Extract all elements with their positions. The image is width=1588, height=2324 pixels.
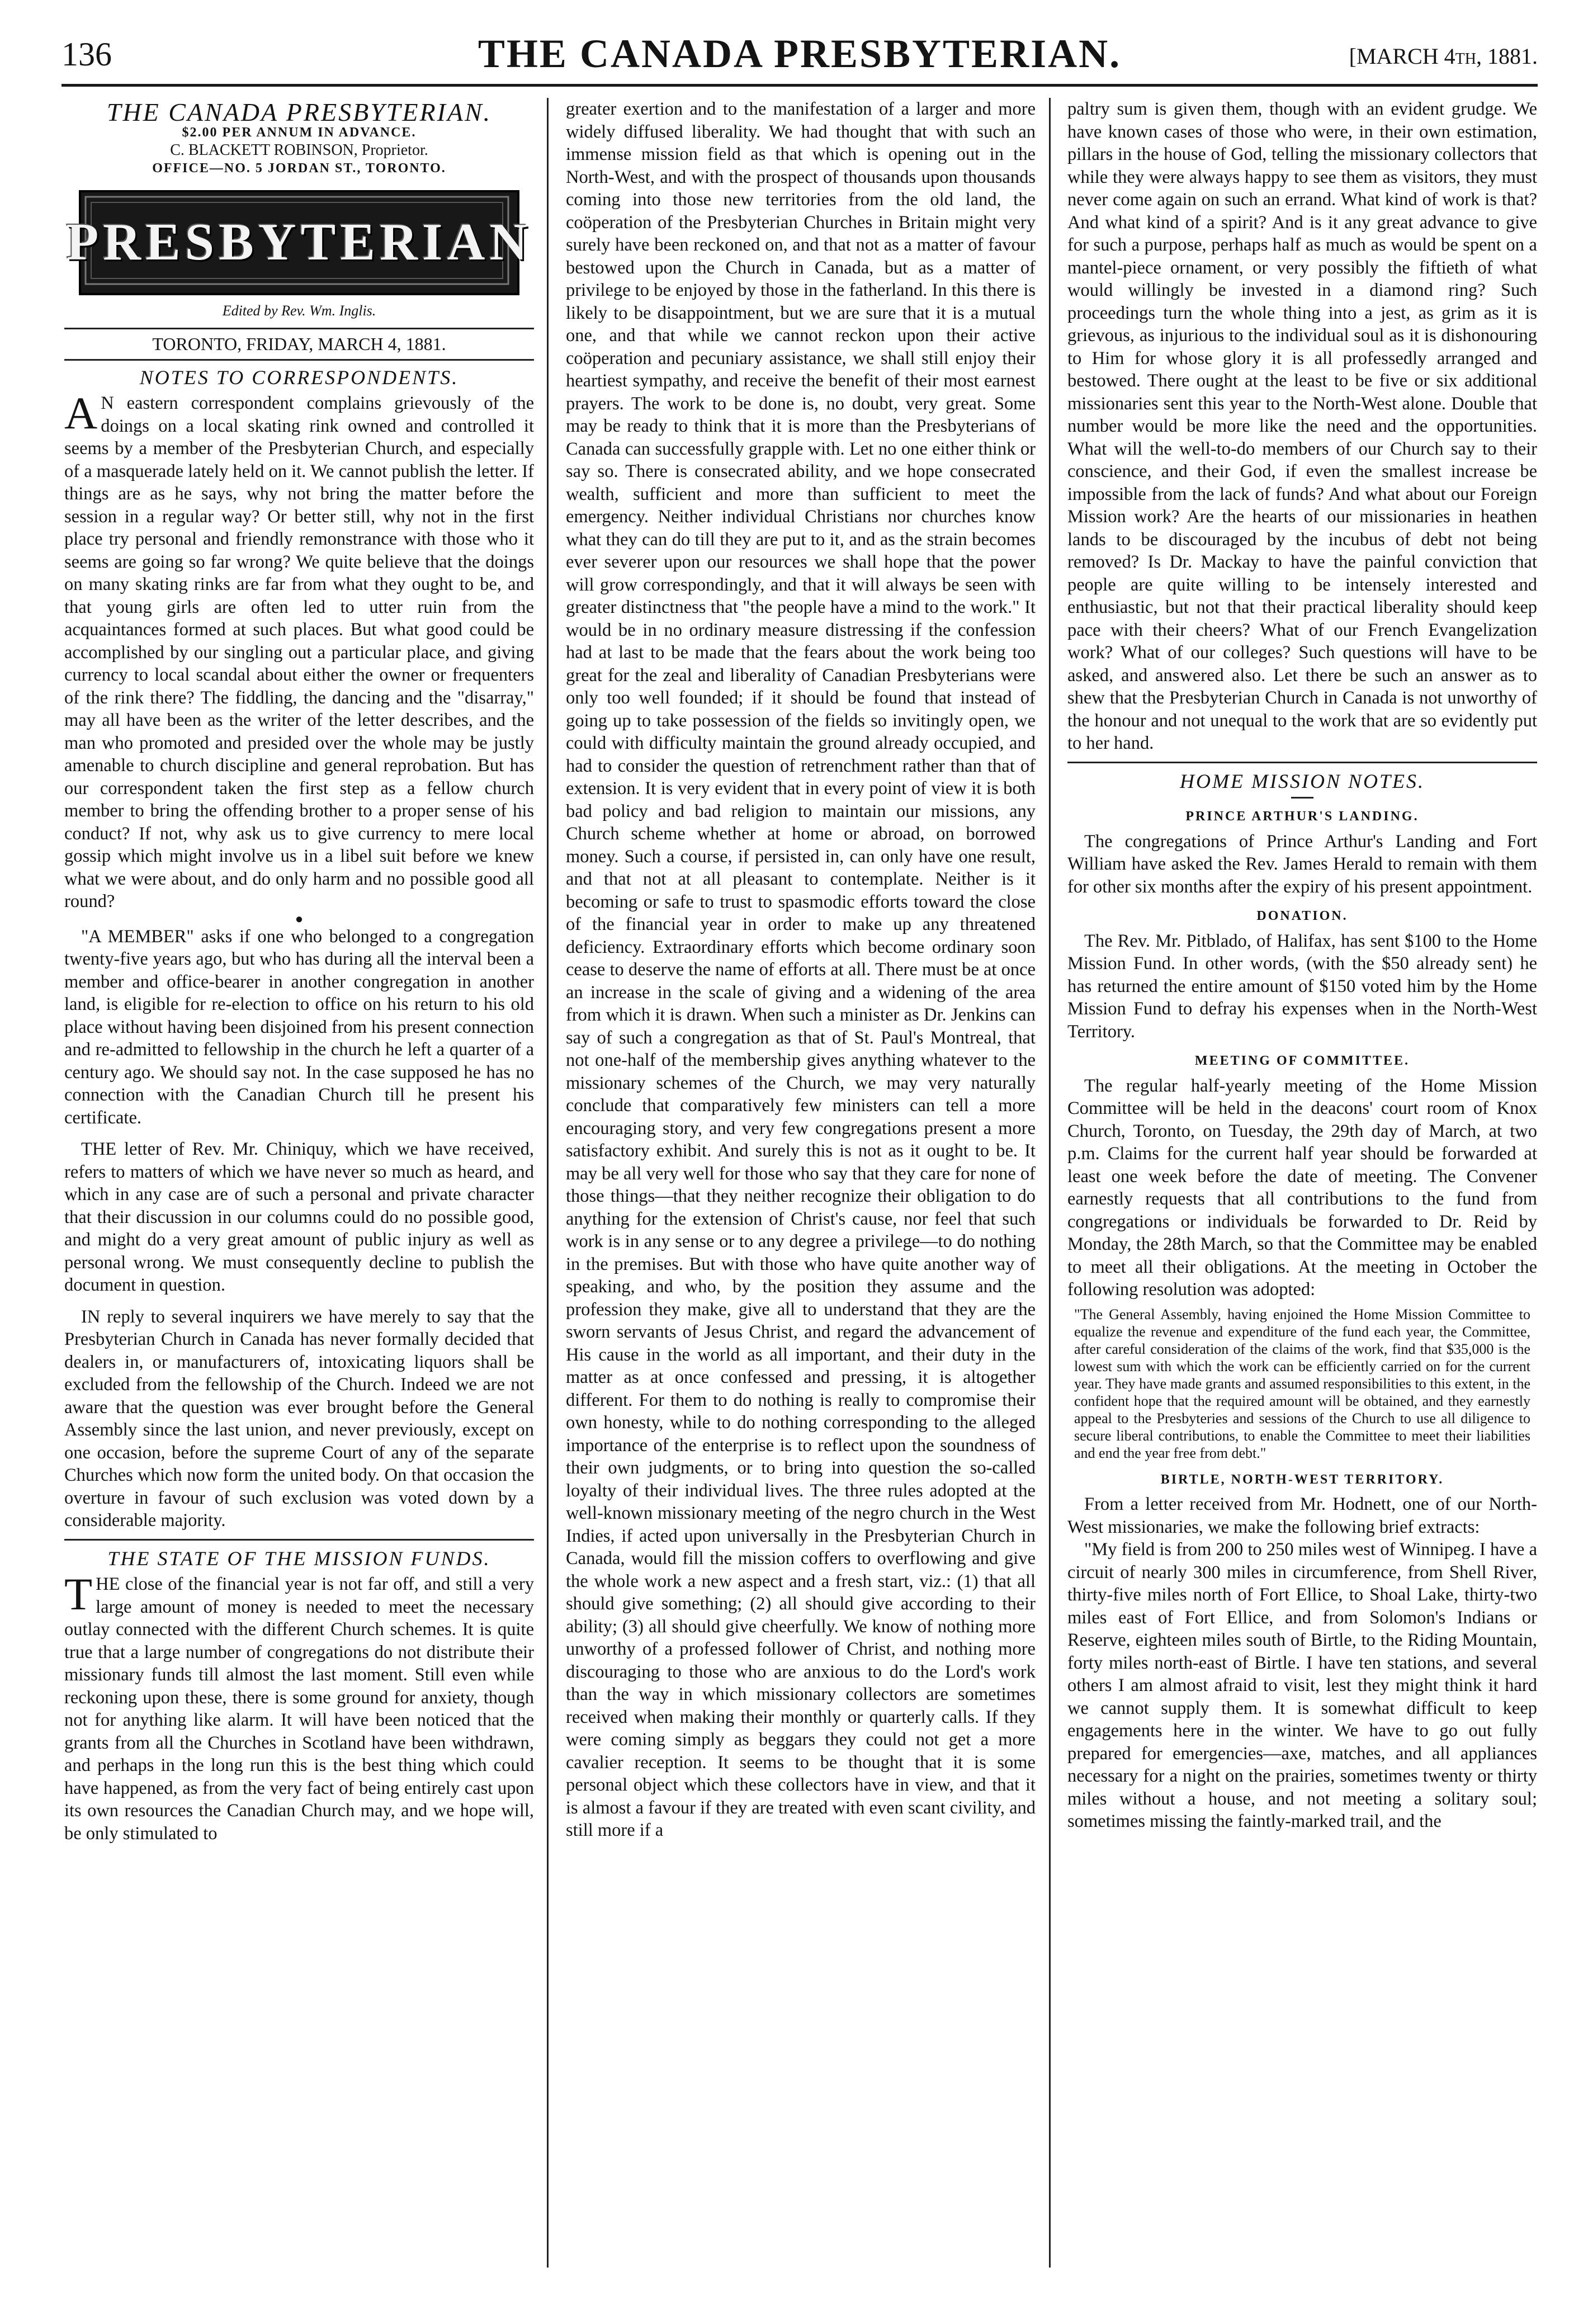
notes-paragraph-2: "A MEMBER" asks if one who belonged to a congregation twenty-five years ago, but who has during all the interval been a member and office-bearer in another congregation in another land, is eligible for re-election to office on his return to his old place without having been disjoined from his present connection and re-admitted to fellowship in the church he left a quarter of a century ago. We should say not. In the case supposed he has no connection with the Canadian Church till he present his certificate. [64, 926, 534, 1128]
issue-date: [MARCH 4th, 1881. [1349, 44, 1538, 69]
mission-funds-heading: THE STATE OF THE MISSION FUNDS. [107, 1547, 491, 1570]
subheading-birtle: BIRTLE, NORTH-WEST TERRITORY. [1160, 1472, 1444, 1487]
column-rule-2 [1049, 98, 1051, 2268]
page-number: 136 [62, 36, 112, 73]
mission-funds-conclusion: paltry sum is given them, though with an evident grudge. We have known cases of those who were, in their own estimation, pillars in the house of God, telling the missionary collectors that while they were always happy to see them as visitors, they must never come again on such an errand. What kind of work is that? And what kind of a spirit? And is it any great advance to give for such a purpose, perhaps half as much as would be spent on a mantel-piece ornament, or very possibly the fiftieth of what would willingly be invested in a diamond ring? Such proceedings turn the whole thing into a jest, as grim as it is grievous, as injurious to the individual soul as it is dishonouring to Him for whose glory it is all professedly arranged and bestowed. There ought at the least to be five or six additional missionaries sent this year to the North-West alone. Double that number would be more like the need and the opportunities. What will the well-to-do members of our Church say to their conscience, and their God, if even the smallest increase be impossible from the lack of funds? And what about our Foreign Mission work? Are the hearts of our missionaries in heathen lands to be discouraged by the incubus of debt not being removed? Is Dr. Mackay to have the painful conviction that people are quite willing to be intensely interested and enthusiastic, but not that their practical liberality should keep pace with their cheers? What of our French Evangelization work? What of our colleges? Such questions will have to be asked, and answered also. Let there be such an answer as to shew that the Presbyterian Church in Canada is not unworthy of the honour and not unequal to the work that are so evidently put to her hand. [1067, 99, 1537, 753]
subheading-prince-arthurs-landing: PRINCE ARTHUR'S LANDING. [1185, 809, 1419, 824]
column-3 [1067, 98, 1537, 2279]
mission-funds-paragraph [64, 1569, 534, 1845]
notes-heading: NOTES TO CORRESPONDENTS. [139, 366, 459, 389]
home-mission-paragraph-2: The Rev. Mr. Pitblado, of Halifax, has sent $100 to the Home Mission Fund. In other words, (with the $50 already sent) he has returned the entire amount of $150 voted him by the Home Mission Fund to defray his expenses when in the North-West Territory. [1067, 930, 1537, 1042]
spacer [64, 1129, 534, 1138]
separator-dot: ● [295, 911, 304, 927]
logo-text: PRESBYTERIAN [66, 213, 532, 272]
resolution-quote: "The General Assembly, having enjoined the Home Mission Committee to equalize the revenue and expenditure of the fund each year, the Committee, after careful consideration of the claims of the work, find that $35,000 is the lowest sum with which the work can be efficiently carried on for the current year. They have made grants and assumed responsibilities to this extent, in the confident hope that the required amount will be obtained, and they earnestly appeal to the Presbyteries and sessions of the Church to use all diligence to secure liberal contributions, to enable the Committee to meet their liabilities and end the year free from debt." [1074, 1306, 1530, 1461]
page-header [62, 31, 1538, 87]
notes-paragraph-1 [64, 388, 534, 913]
notes-paragraph-3: THE letter of Rev. Mr. Chiniquy, which we have received, refers to matters of which we have never so much as heard, and which in any case are of such a personal and private character that their discussion in our columns could do no possible good, and might do a very great amount of public injury as well as personal wrong. We must consequently decline to publish the document in question. [64, 1139, 534, 1295]
home-mission-paragraph-5: "My field is from 200 to 250 miles west of Winnipeg. I have a circuit of nearly 300 miles in circumference, from Shell River, thirty-five miles north of Fort Ellice, to Shoal Lake, thirty-two miles east of Fort Ellice, and from Solomon's Indians or Reserve, eighteen miles south of Birtle, to the Riding Mountain, forty miles north-east of Birtle. I have ten stations, and several others I am almost afraid to visit, lest they might think it hard we cannot supply them. It is somewhat difficult to keep engagements here in the winter. We have to go out fully prepared for emergencies—axe, matches, and all appliances necessary for a night on the prairies, sometimes twenty or thirty miles without a house, and not meeting a solitary soul; sometimes missing the faintly-marked trail, and the [1067, 1539, 1537, 1831]
dateline: TORONTO, FRIDAY, MARCH 4, 1881. [64, 328, 534, 361]
paper-title: THE CANADA PRESBYTERIAN. [106, 98, 492, 126]
column-1 [64, 98, 534, 2279]
masthead-title: THE CANADA PRESBYTERIAN. [478, 31, 1122, 76]
drop-cap: T [64, 1569, 93, 1619]
section-rule [1067, 762, 1537, 763]
notes-paragraph-4: IN reply to several inquirers we have merely to say that the Presbyterian Church in Canada has never formally decided that dealers in, or manufacturers of, intoxicating liquors shall be excluded from the fellowship of the Church. Indeed we are not aware that the question was ever brought before the General Assembly since the last union, and never previously, except on one occasion, before the supreme Court of any of the separate Churches which now form the united body. On that occasion the overture in favour of such exclusion was voted down by a considerable majority. [64, 1306, 534, 1531]
home-mission-paragraph-4: From a letter received from Mr. Hodnett, one of our North-West missionaries, we make the following brief extracts: [1067, 1494, 1537, 1537]
drop-cap: A [64, 388, 98, 438]
subheading-meeting-of-committee: MEETING OF COMMITTEE. [1194, 1054, 1410, 1068]
short-rule [1291, 797, 1313, 799]
column-2 [566, 98, 1036, 2279]
spacer [64, 1297, 534, 1306]
editor-line: Edited by Rev. Wm. Inglis. [222, 302, 376, 319]
mission-funds-paragraph-text: HE close of the financial year is not far off, and still a very large amount of money is needed to meet the necessary outlay connected with the different Church schemes. It is quite true that a large number of congregations do not distribute their missionary funds till almost the last moment. Still even while reckoning upon these, there is some ground for anxiety, though not for anything like alarm. It will have been noticed that the grants from all the Churches in Scotland have been withdrawn, and perhaps in the long run this is the best thing which could have happened, as from the very fact of being entirely cast upon its own resources the Canadian Church may, and we hope will, be only stimulated to [64, 1574, 534, 1844]
subheading-donation: DONATION. [1256, 909, 1348, 923]
mission-funds-continued: greater exertion and to the manifestation of a larger and more widely diffused liberality. We had thought that with such an immense mission field as that which is opening out in the North-West, and with the prospect of thousands upon thousands coming into those new territories from the old land, the coöperation of the Presbyterian Churches in Britain might very surely have been reckoned on, and that not as a matter of favour bestowed upon the Church in Canada, but as a matter of privilege to be enjoyed by those in the fatherland. In this there is likely to be disappointment, but we are sure that it is a mutual one, and that while we cannot reckon upon their active coöperation and pecuniary assistance, we shall still enjoy their heartiest sympathy, and receive the benefit of their most earnest prayers. The work to be done is, no doubt, very great. Some may be ready to think that it is more than the Presbyterians of Canada can successfully grapple with. Let no one either think or say so. There is consecrated ability, and we hope consecrated wealth, sufficient and more than sufficient to meet the emergency. Neither individual Christians nor churches know what they can do till they are put to it, and as the strain becomes ever severer upon our resources we shall hope that the power will grow correspondingly, and that it will always be seen with greater distinctness that "the people have a mind to the work." It would be in no ordinary measure distressing if the confession had at last to be made that the fears about the work being too great for the zeal and liberality of Canadian Presbyterians were only too well founded; if it should be found that instead of going up to take possession of the fields so invitingly open, we could with difficulty maintain the ground already occupied, and had to consider the question of retrenchment rather than that of extension. It is very evident that in every point of view it is both bad policy and bad religion to maintain our missions, any Church scheme whether at home or abroad, on borrowed money. Such a course, if persisted in, can only have one result, and that not at all pleasant to contemplate. Neither is it becoming or safe to trust to spasmodic efforts toward the close of the financial year in order to make up any threatened deficiency. Extraordinary efforts which become ordinary soon cease to deserve the name of efforts at all. There must be at once an increase in the scale of giving and a widening of the area from which it is drawn. When such a minister as Dr. Jenkins can say of such a congregation as that of St. Paul's Montreal, that not one-half of the membership gives anything whatever to the missionary schemes of the Church, we may very naturally conclude that comparatively few ministers can tell a more encouraging story, and very few congregations present a more satisfactory exhibit. And surely this is not as it ought to be. It may be all very well for those who say that they care for none of those things—that they neither recognize their obligation to do anything for the extension of Christ's cause, nor feel that such work is in any sense or to any degree a privilege—to do nothing in the premises. But with those who have quite another way of speaking, and who, by the position they assume and the profession they make, give all to understand that they are the sworn servants of Jesus Christ, and regard the advancement of His cause in the world as all important, and their duty in the matter as at once confessed and pressing, it is altogether different. For them to do nothing is really to compromise their own honesty, while to do nothing corresponding to the alleged importance of the enterprise is to reflect upon the soundness of their own judgments, or to bring into question the so-called loyalty of their individual lives. The three rules adopted at the well-known missionary meeting of the negro church in the West Indies, if acted upon universally in the Presbyterian Church in Canada, would fill the mission coffers to overflowing and give the whole work a new aspect and a fresh start, viz.: (1) that all should give something; (2) all should give according to their ability; (3) all should give cheerfully. We know of nothing more unworthy of a professed follower of Christ, and nothing more discouraging to those who are anxious to do the Lord's work than the way in which missionary collectors are sometimes received when making their monthly or quarterly calls. If they were coming simply as beggars they could not get a more cavalier reception. It seems to be thought that it is some personal object which these collectors have in view, and that it is almost a favour if they are treated with even scant civility, and still more if a [566, 99, 1036, 1840]
price-line: $2.00 PER ANNUM IN ADVANCE. [182, 125, 417, 140]
column-rule-1 [547, 98, 549, 2268]
notes-paragraph-1-text: N eastern correspondent complains grievously of the doings on a local skating rink owned and controlled it seems by a member of the Presbyterian Church, and especially of a masquerade lately held on it. We cannot publish the letter. If things are as he says, why not bring the matter before the session in a regular way? Or better still, why not in the first place try personal and friendly remonstrance with those who it seems are going so far wrong? We quite believe that the doings on many skating rinks are far from what they ought to be, and that young girls are often led to utter ruin from the acquaintances formed at such places. But what good could be accomplished by our singling out a particular place, and giving currency to local scandal about either the owner or frequenters of the rink there? The fiddling, the dancing and the "disarray," may all have been as the writer of the letter describes, and the man who promoted and presided over the whole may be justly amenable to church discipline and general reprobation. But has our correspondent taken the first step as a fellow church member to bring the offending brother to a proper sense of his conduct? If not, why ask us to give currency to mere local gossip which might involve us in a libel suit before we knew what we were about, and do only harm and no possible good all round? [64, 393, 534, 911]
office-line: OFFICE—NO. 5 JORDAN ST., TORONTO. [152, 160, 446, 176]
presbyterian-logo [66, 190, 532, 295]
home-mission-paragraph-1: The congregations of Prince Arthur's Landing and Fort William have asked the Rev. James Herald to remain with them for other six months after the expiry of his present appointment. [1067, 831, 1537, 897]
home-mission-heading: HOME MISSION NOTES. [1180, 769, 1425, 792]
section-rule [64, 1539, 534, 1541]
home-mission-paragraph-3: The regular half-yearly meeting of the Home Mission Committee will be held in the deacons' court room of Knox Church, Toronto, on Tuesday, the 29th day of March, at two p.m. Claims for the current half year should be forwarded at least one week before the date of meeting. The Convener earnestly requests that all contributions to the fund from congregations or individuals be forwarded to Dr. Reid by Monday, the 28th March, so that the Committee may be enabled to meet all their obligations. At the meeting in October the following resolution was adopted: [1067, 1075, 1537, 1300]
publisher-line: C. BLACKETT ROBINSON, Proprietor. [170, 141, 428, 159]
